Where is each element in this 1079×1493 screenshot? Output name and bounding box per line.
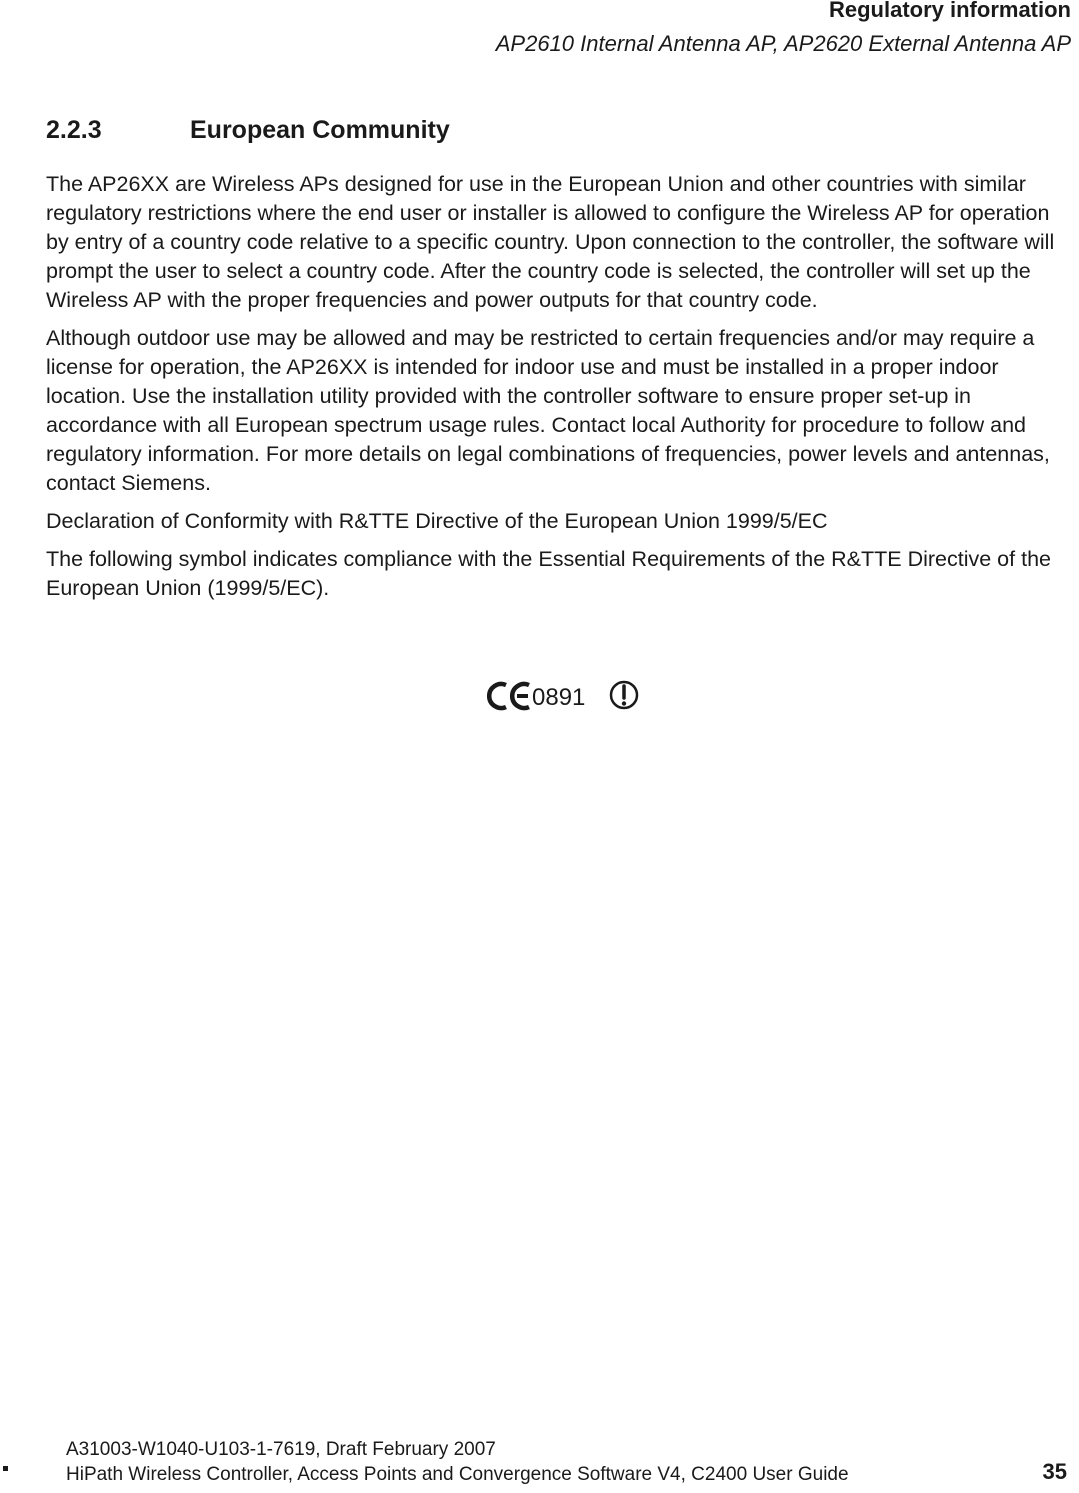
footer-guide-title: HiPath Wireless Controller, Access Points and Convergence Software V4, C2400 User Guide [66, 1464, 849, 1485]
chapter-title: Regulatory information [828, 0, 1071, 22]
footer-document-id: A31003-W1040-U103-1-7619, Draft February 2007 [66, 1439, 496, 1460]
section-subtitle: AP2610 Internal Antenna AP, AP2620 External Antenna AP [495, 31, 1071, 56]
exclamation-circle-icon [611, 682, 637, 708]
running-header [496, 0, 1071, 57]
paragraph-intro: The AP26XX are Wireless APs designed for use in the European Union and other countries with similar regulatory restrictions where the end user or installer is allowed to configure the Wireless AP for operation by entry of a country code relative to a specific country. Upon connection to the controller, the software will prompt the user to select a country code. After the country code is selected, the controller will set up the Wireless AP with the proper frequencies and power outputs for that country code. [46, 172, 1055, 312]
section-number: 2.2.3 [46, 116, 102, 144]
ce-mark-icon [484, 676, 644, 716]
section-title: European Community [190, 116, 450, 144]
notified-body-number: 0891 [532, 684, 586, 711]
body-content [46, 170, 1078, 612]
footer [66, 1437, 849, 1487]
page-number: 35 [1042, 1459, 1067, 1484]
paragraph-outdoor-use: Although outdoor use may be allowed and may be restricted to certain frequencies and/or may require a license for operation, the AP26XX is intended for indoor use and must be installed in a proper indoor location. Use the installation utility provided with the controller software to ensure proper set-up in accordance with all European spectrum usage rules. Contact local Authority for procedure to follow and regulatory information. For more details on legal combinations of frequencies, power levels and antennas, contact Siemens. [46, 326, 1050, 495]
paragraph-symbol-note: The following symbol indicates compliance with the Essential Requirements of the R&TTE Directive of the European Union (1999/5/EC). [46, 547, 1051, 600]
section-heading [46, 114, 450, 146]
footer-marker [3, 1466, 8, 1471]
paragraph-declaration: Declaration of Conformity with R&TTE Directive of the European Union 1999/5/EC [46, 509, 828, 533]
